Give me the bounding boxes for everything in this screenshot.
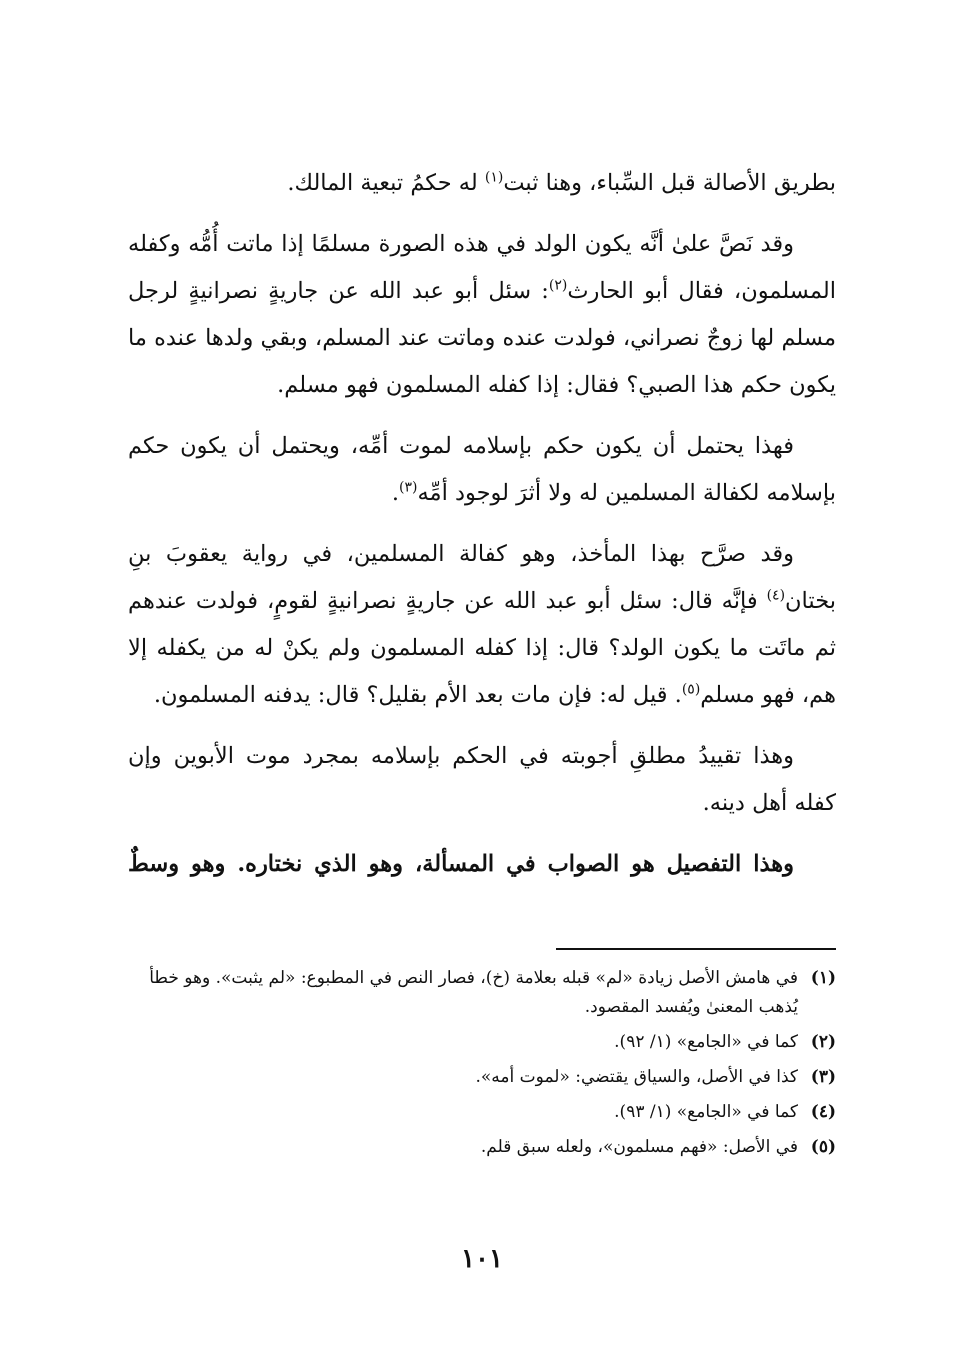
footnote-4: [128, 1098, 836, 1127]
footnote-1: [128, 964, 836, 1022]
footnote-text: في هامش الأصل زيادة «لم» قبله بعلامة (خ)، فصار النص في المطبوع: «لم يثبت». وهو خطأ يُذهب المعنىٰ ويُفسد المقصود.: [149, 968, 798, 1017]
footnote-3: [128, 1063, 836, 1092]
footnote-ref-2: (٢): [548, 277, 568, 294]
footnote-separator: [556, 948, 836, 950]
footnote-text: في الأصل: «فهم مسلمون»، ولعله سبق قلم.: [480, 1137, 798, 1157]
footnote-ref-4: (٤): [766, 587, 786, 604]
footnote-number: (١): [810, 968, 836, 988]
paragraph-5: [128, 733, 836, 827]
paragraph-2-text-a: وقد نَصَّ علىٰ أنَّه يكون الولد في هذه الصورة مسلمًا إذا ماتت أُمُّه وكفله المسلمون، فقال أبو الحارث: [128, 231, 836, 304]
paragraph-1-text-a: بطريق الأصالة قبل السِّباء، وهنا ثبت: [503, 170, 836, 196]
paragraph-4-text-c: . قيل له: فإن مات بعد الأم بقليل؟ قال: يدفنه المسلمون.: [153, 682, 682, 708]
paragraph-2-text-b: : سئل أبو عبد الله عن جاريةٍ نصرانيةٍ لرجل مسلم لها زوجٌ نصراني، فولدت عنده وماتت عند المسلم، وبقي ولدها عنده ما يكون حكم هذا الصبي؟ فقال: إذا كفله المسلمون فهو مسلم.: [128, 278, 836, 398]
main-text: [128, 160, 836, 902]
paragraph-3-text-b: .: [391, 480, 400, 506]
footnote-2: [128, 1028, 836, 1057]
paragraph-4-text-b: فإنَّه قال: سئل أبو عبد الله عن جاريةٍ نصرانيةٍ لقومٍ، فولدت عندهم ثم ماتَت ما يكون الولد؟ قال: إذا كفله المسلمون ولم يكنْ له من يكفله إلا هم، فهو مسلم: [128, 588, 836, 708]
paragraph-1: [128, 160, 836, 207]
footnote-ref-1: (١): [484, 169, 504, 186]
footnote-number: (٣): [810, 1067, 836, 1087]
footnote-text: كذا في الأصل، والسياق يقتضي: «لموت أمه».: [475, 1067, 798, 1087]
paragraph-3-text-a: فهذا يحتمل أن يكون حكم بإسلامه لموت أمِّه، ويحتمل أن يكون حكم بإسلامه لكفالة المسلمين له ولا أثرَ لوجود أمِّه: [128, 433, 836, 506]
paragraph-2: [128, 221, 836, 409]
footnote-ref-5: (٥): [681, 681, 701, 698]
footnote-number: (٤): [810, 1102, 836, 1122]
footnote-text: كما في «الجامع» (١/ ٩٣).: [614, 1102, 798, 1122]
footnote-ref-3: (٣): [399, 479, 418, 496]
paragraph-6: [128, 841, 836, 888]
footnote-number: (٢): [810, 1032, 836, 1052]
footnote-text: كما في «الجامع» (١/ ٩٢).: [614, 1032, 798, 1052]
paragraph-4-text-a: وقد صرَّح بهذا المأخذ، وهو كفالة المسلمين، في رواية يعقوبَ بنِ بختان: [128, 541, 836, 614]
paragraph-5-text: وهذا تقييدُ مطلقِ أجوبته في الحكم بإسلامه بمجرد موت الأبوين وإن كفله أهل دينه.: [128, 743, 836, 816]
footnotes: [128, 964, 836, 1168]
footnote-number: (٥): [810, 1137, 836, 1157]
paragraph-4: [128, 531, 836, 719]
page-number: ١٠١: [461, 1244, 503, 1274]
footnote-5: [128, 1133, 836, 1162]
paragraph-3: [128, 423, 836, 517]
paragraph-1-text-b: له حكمُ تبعية المالك.: [287, 170, 485, 196]
paragraph-6-text: وهذا التفصيل هو الصواب في المسألة، وهو الذي نختاره. وهو وسطٌ: [128, 851, 794, 877]
